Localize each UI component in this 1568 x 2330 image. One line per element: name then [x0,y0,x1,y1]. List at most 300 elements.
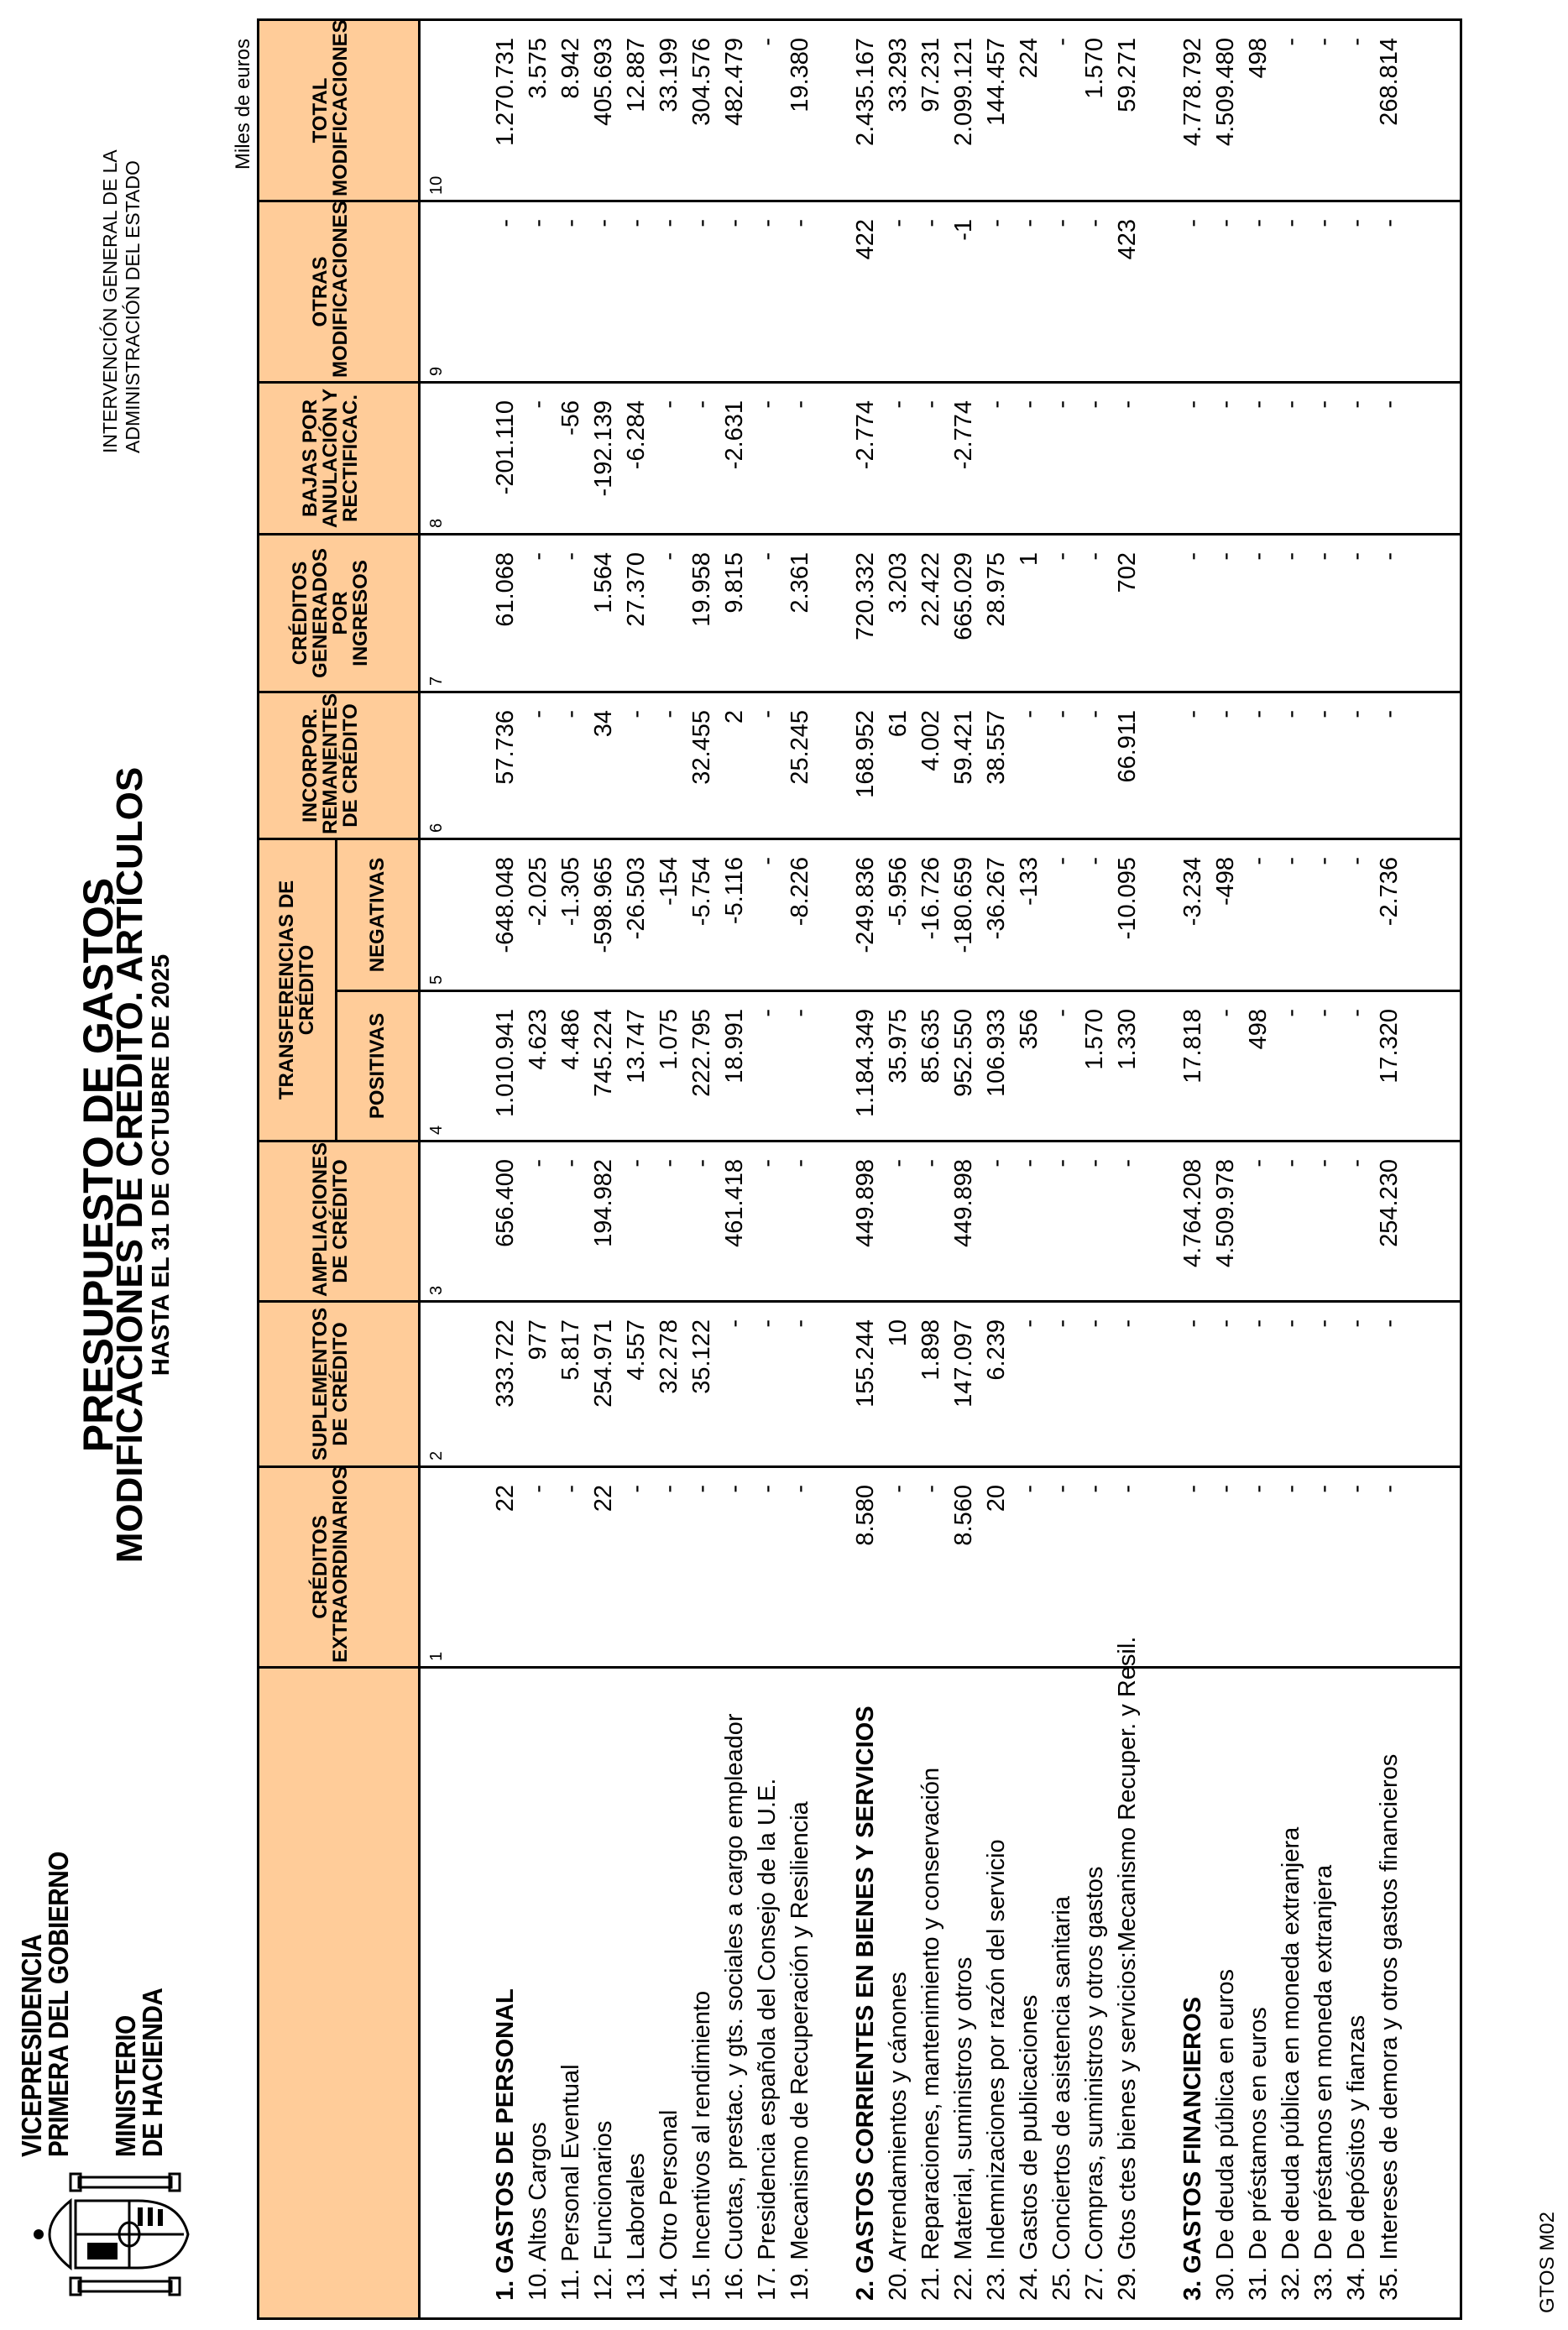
value-cell: - [1046,838,1079,990]
value-cell: 19.380 [784,19,817,201]
value-cell: 977 [522,1302,555,1467]
table-row [1242,19,1275,2318]
value-cell: - [751,1141,784,1302]
value-cell: 17.320 [1373,991,1406,1141]
value-cell: - [882,1467,915,1668]
value-cell: 8.580 [849,1467,882,1668]
value-cell: 449.898 [948,1141,980,1302]
igae-label [99,149,144,453]
value-cell: - [522,692,555,838]
value-cell: - [1111,1467,1144,1668]
value-cell: 12.887 [620,19,653,201]
value-cell: - [1013,382,1046,534]
col-header-positivas: POSITIVAS [337,991,420,1141]
value-cell: 57.736 [489,692,522,838]
igae-line-2: ADMINISTRACIÓN DEL ESTADO [122,160,144,453]
value-cell: - [1242,838,1275,990]
value-cell: - [1079,382,1111,534]
value-cell: - [1275,1302,1308,1467]
value-cell: -56 [555,382,588,534]
value-cell: 2.099.121 [948,19,980,201]
value-cell: - [1046,991,1079,1141]
value-cell: 59.271 [1111,19,1144,201]
row-label: 11. Personal Eventual [555,1668,588,2319]
column-number: 5 [420,838,490,990]
value-cell: 61.068 [489,534,522,692]
empty-cell [1406,534,1461,692]
empty-cell [817,201,849,382]
value-cell: - [686,382,719,534]
table-row [915,19,948,2318]
value-cell: 2.361 [784,534,817,692]
value-cell: - [1275,382,1308,534]
value-cell: - [1013,1302,1046,1467]
empty-cell [1406,838,1461,990]
value-cell: 4.623 [522,991,555,1141]
value-cell: 18.991 [719,991,751,1141]
value-cell: 1.330 [1111,991,1144,1141]
row-label: 32. De deuda pública en moneda extranjera [1275,1668,1308,2319]
value-cell: 1.075 [653,991,686,1141]
date-line: HASTA EL 31 DE OCTUBRE DE 2025 [148,953,175,1377]
column-number-row [420,19,490,2318]
value-cell: -5.956 [882,838,915,990]
value-cell: 3.203 [882,534,915,692]
value-cell: 254.230 [1373,1141,1406,1302]
value-cell: - [1079,1467,1111,1668]
value-cell: - [620,1467,653,1668]
value-cell: - [1341,382,1373,534]
value-cell: - [653,692,686,838]
value-cell: - [1079,692,1111,838]
value-cell: - [1275,991,1308,1141]
value-cell: - [915,201,948,382]
empty-cell [1144,692,1177,838]
value-cell: - [588,201,620,382]
org-ministerio: MINISTERIO [110,2015,141,2157]
value-cell: -10.095 [1111,838,1144,990]
row-label: 35. Intereses de demora y otros gastos financieros [1373,1668,1406,2319]
table-row [588,19,620,2318]
row-label: 29. Gtos ctes bienes y servicios:Mecanismo Recuper. y Resil. [1111,1668,1144,2319]
value-cell: 1.184.349 [849,991,882,1141]
value-cell: 702 [1111,534,1144,692]
value-cell: -1 [948,201,980,382]
col-header-bajas: BAJAS POR ANULACIÓN Y RECTIFICAC. [259,382,420,534]
value-cell: 32.278 [653,1302,686,1467]
value-cell: 665.029 [948,534,980,692]
value-cell: -180.659 [948,838,980,990]
value-cell: - [1275,534,1308,692]
value-cell: 32.455 [686,692,719,838]
value-cell: 449.898 [849,1141,882,1302]
value-cell: - [1275,19,1308,201]
empty-cell [1144,1302,1177,1467]
value-cell: - [1341,991,1373,1141]
value-cell: - [1373,1302,1406,1467]
table-row [1111,19,1144,2318]
value-cell: 405.693 [588,19,620,201]
value-cell: - [1308,692,1341,838]
row-label: 1. GASTOS DE PERSONAL [489,1668,522,2319]
empty-cell [1406,1141,1461,1302]
value-cell: -249.836 [849,838,882,990]
value-cell: - [719,1302,751,1467]
value-cell: 25.245 [784,692,817,838]
value-cell: 268.814 [1373,19,1406,201]
units-label: Miles de euros [232,39,254,170]
value-cell: -648.048 [489,838,522,990]
row-label: 34. De depósitos y fianzas [1341,1668,1373,2319]
value-cell: 5.817 [555,1302,588,1467]
value-cell: 27.370 [620,534,653,692]
value-cell: - [653,1467,686,1668]
empty-cell [1144,1467,1177,1668]
value-cell: - [1373,201,1406,382]
table-row [882,19,915,2318]
value-cell: - [555,201,588,382]
row-label: 12. Funcionarios [588,1668,620,2319]
column-number: 8 [420,382,490,534]
value-cell: -26.503 [620,838,653,990]
empty-cell [1406,201,1461,382]
row-label: 16. Cuotas, prestac. y gts. sociales a cargo empleador [719,1668,751,2319]
value-cell: - [522,1467,555,1668]
table-row [653,19,686,2318]
section-total-row [489,19,522,2318]
value-cell: - [751,1467,784,1668]
value-cell: 147.097 [948,1302,980,1467]
row-label: 33. De préstamos en moneda extranjera [1308,1668,1341,2319]
value-cell: - [1079,1141,1111,1302]
empty-cell [817,534,849,692]
empty-cell [1144,382,1177,534]
table-row [980,19,1013,2318]
value-cell: 1.570 [1079,19,1111,201]
value-cell: - [1210,692,1242,838]
value-cell: 4.509.978 [1210,1141,1242,1302]
column-number: 10 [420,19,490,201]
value-cell: - [522,534,555,692]
value-cell: 155.244 [849,1302,882,1467]
value-cell: - [1275,1467,1308,1668]
empty-cell [817,1467,849,1668]
value-cell: - [1177,534,1210,692]
empty-cell [817,692,849,838]
value-cell: - [1046,692,1079,838]
value-cell: - [1242,1141,1275,1302]
value-cell: - [1308,19,1341,201]
value-cell: 423 [1111,201,1144,382]
value-cell: 720.332 [849,534,882,692]
value-cell: 4.557 [620,1302,653,1467]
value-cell: -2.025 [522,838,555,990]
value-cell: 4.509.480 [1210,19,1242,201]
value-cell: 8.560 [948,1467,980,1668]
value-cell: -192.139 [588,382,620,534]
value-cell: - [620,201,653,382]
value-cell: 19.958 [686,534,719,692]
value-cell: - [1013,692,1046,838]
empty-cell [817,1141,849,1302]
value-cell: - [751,1302,784,1467]
value-cell: 1.010.941 [489,991,522,1141]
value-cell: - [1079,201,1111,382]
value-cell: - [686,1141,719,1302]
value-cell: 97.231 [915,19,948,201]
value-cell: - [1373,534,1406,692]
empty-cell [1144,201,1177,382]
value-cell: 66.911 [1111,692,1144,838]
value-cell: - [1341,838,1373,990]
value-cell: 356 [1013,991,1046,1141]
value-cell: 1.570 [1079,991,1111,1141]
row-label: 13. Laborales [620,1668,653,2319]
value-cell: - [1079,838,1111,990]
value-cell: - [489,201,522,382]
value-cell: 222.795 [686,991,719,1141]
empty-cell [817,991,849,1141]
value-cell: - [1308,1141,1341,1302]
value-cell: - [1275,692,1308,838]
value-cell: - [1111,382,1144,534]
value-cell: - [1242,1467,1275,1668]
row-label: 19. Mecanismo de Recuperación y Resiliencia [784,1668,817,2319]
value-cell: - [1013,201,1046,382]
value-cell: -5.116 [719,838,751,990]
value-cell: - [1210,534,1242,692]
value-cell: - [1177,1467,1210,1668]
value-cell: - [522,1141,555,1302]
value-cell: 333.722 [489,1302,522,1467]
value-cell: - [1341,1467,1373,1668]
value-cell: 106.933 [980,991,1013,1141]
value-cell: - [653,534,686,692]
org-hacienda: DE HACIENDA [137,1988,168,2157]
value-cell: - [1046,534,1079,692]
value-cell: 224 [1013,19,1046,201]
value-cell: - [653,201,686,382]
table-row [1373,19,1406,2318]
empty-cell [1406,692,1461,838]
value-cell: 35.975 [882,991,915,1141]
empty-cell [817,1668,849,2319]
value-cell: - [1341,1141,1373,1302]
row-label: 27. Compras, suministros y otros gastos [1079,1668,1111,2319]
value-cell: - [1079,534,1111,692]
value-cell: 194.982 [588,1141,620,1302]
value-cell: - [1177,201,1210,382]
empty-cell [1406,382,1461,534]
row-label: 24. Gastos de publicaciones [1013,1668,1046,2319]
value-cell: -8.226 [784,838,817,990]
value-cell: 33.199 [653,19,686,201]
row-label: 25. Conciertos de asistencia sanitaria [1046,1668,1079,2319]
value-cell: 4.778.792 [1177,19,1210,201]
value-cell: -2.631 [719,382,751,534]
value-cell: -498 [1210,838,1242,990]
value-cell: - [1242,692,1275,838]
empty-cell [1144,838,1177,990]
value-cell: - [1013,1141,1046,1302]
value-cell: 28.975 [980,534,1013,692]
col-header-suplementos: SUPLEMENTOS DE CRÉDITO [259,1302,420,1467]
value-cell: - [1373,1467,1406,1668]
value-cell: - [686,201,719,382]
value-cell: - [1046,1141,1079,1302]
value-cell: 3.575 [522,19,555,201]
value-cell: - [1242,534,1275,692]
value-cell: - [555,534,588,692]
table-row [620,19,653,2318]
value-cell: 6.239 [980,1302,1013,1467]
page-subtitle: MODIFICACIONES DE CREDITO. ARTÍCULOS [109,766,150,1564]
value-cell: - [1046,1302,1079,1467]
row-label: 31. De préstamos en euros [1242,1668,1275,2319]
report-code: GTOS M02 [1536,2212,1559,2313]
row-label: 30. De deuda pública en euros [1210,1668,1242,2319]
value-cell: - [1177,692,1210,838]
value-cell: - [751,838,784,990]
table-row [751,19,784,2318]
value-cell: - [1210,991,1242,1141]
table-body [420,19,1461,2318]
value-cell: -154 [653,838,686,990]
value-cell: 144.457 [980,19,1013,201]
empty-cell [1406,1467,1461,1668]
value-cell: - [1341,534,1373,692]
row-label: 23. Indemnizaciones por razón del servicio [980,1668,1013,2319]
value-cell: - [1275,201,1308,382]
column-number: 2 [420,1302,490,1467]
value-cell: - [915,1467,948,1668]
value-cell: - [555,692,588,838]
value-cell: -201.110 [489,382,522,534]
concept-header [259,1668,420,2319]
value-cell: 461.418 [719,1141,751,1302]
table-row [1079,19,1111,2318]
value-cell: - [784,1141,817,1302]
value-cell: - [1308,1467,1341,1668]
value-cell: - [1308,991,1341,1141]
table-row [1275,19,1308,2318]
value-cell: - [1177,382,1210,534]
col-header-negativas: NEGATIVAS [337,838,420,990]
value-cell: - [1308,534,1341,692]
empty-cell [817,1302,849,1467]
value-cell: - [1341,201,1373,382]
empty-cell [817,838,849,990]
table-row [719,19,751,2318]
value-cell: - [620,1141,653,1302]
value-cell: - [1177,1302,1210,1467]
empty-cell [1144,19,1177,201]
value-cell: - [1111,1302,1144,1467]
spacer-row [817,19,849,2318]
value-cell: 10 [882,1302,915,1467]
value-cell: - [1046,1467,1079,1668]
row-label: 3. GASTOS FINANCIEROS [1177,1668,1210,2319]
value-cell: - [1210,382,1242,534]
page-title: PRESUPUESTO DE GASTOS [75,877,122,1453]
value-cell: - [1341,1302,1373,1467]
value-cell: - [1210,1302,1242,1467]
value-cell: - [784,1302,817,1467]
empty-cell [1406,1302,1461,1467]
value-cell: 656.400 [489,1141,522,1302]
row-label: 22. Material, suministros y otros [948,1668,980,2319]
section-total-row [1177,19,1210,2318]
value-cell: - [1308,201,1341,382]
spacer-row [1406,19,1461,2318]
row-label: 15. Incentivos al rendimiento [686,1668,719,2319]
value-cell: - [522,201,555,382]
value-cell: - [751,382,784,534]
value-cell: - [751,991,784,1141]
value-cell: - [751,19,784,201]
value-cell: - [784,382,817,534]
empty-cell [1406,19,1461,201]
value-cell: - [555,1467,588,1668]
value-cell: - [980,1141,1013,1302]
value-cell: - [784,201,817,382]
value-cell: - [751,201,784,382]
value-cell: -133 [1013,838,1046,990]
value-cell: -1.305 [555,838,588,990]
concept-cell [420,1668,490,2319]
value-cell: - [620,692,653,838]
value-cell: - [522,382,555,534]
section-total-row [849,19,882,2318]
value-cell: 2 [719,692,751,838]
table-row [1046,19,1079,2318]
value-cell: 33.293 [882,19,915,201]
value-cell: 4.486 [555,991,588,1141]
column-number: 3 [420,1141,490,1302]
row-label: 17. Presidencia española del Consejo de la U.E. [751,1668,784,2319]
column-number: 6 [420,692,490,838]
value-cell: 85.635 [915,991,948,1141]
value-cell: 168.952 [849,692,882,838]
value-cell: 8.942 [555,19,588,201]
value-cell: - [1308,838,1341,990]
row-label: 20. Arrendamientos y cánones [882,1668,915,2319]
value-cell: 422 [849,201,882,382]
value-cell: - [719,1467,751,1668]
value-cell: 22 [588,1467,620,1668]
row-label: 14. Otro Personal [653,1668,686,2319]
value-cell: 22 [489,1467,522,1668]
column-number: 9 [420,201,490,382]
value-cell: - [1046,19,1079,201]
value-cell: 34 [588,692,620,838]
value-cell: - [751,534,784,692]
value-cell: 13.747 [620,991,653,1141]
value-cell: - [882,201,915,382]
value-cell: -16.726 [915,838,948,990]
value-cell: -6.284 [620,382,653,534]
column-number: 1 [420,1467,490,1668]
value-cell: - [1341,692,1373,838]
value-cell: - [1046,382,1079,534]
value-cell: 745.224 [588,991,620,1141]
col-header-transferencias: TRANSFERENCIAS DE CRÉDITO [259,838,337,1141]
value-cell: 304.576 [686,19,719,201]
value-cell: -36.267 [980,838,1013,990]
value-cell: - [1013,1467,1046,1668]
column-number: 7 [420,534,490,692]
value-cell: - [1210,1467,1242,1668]
